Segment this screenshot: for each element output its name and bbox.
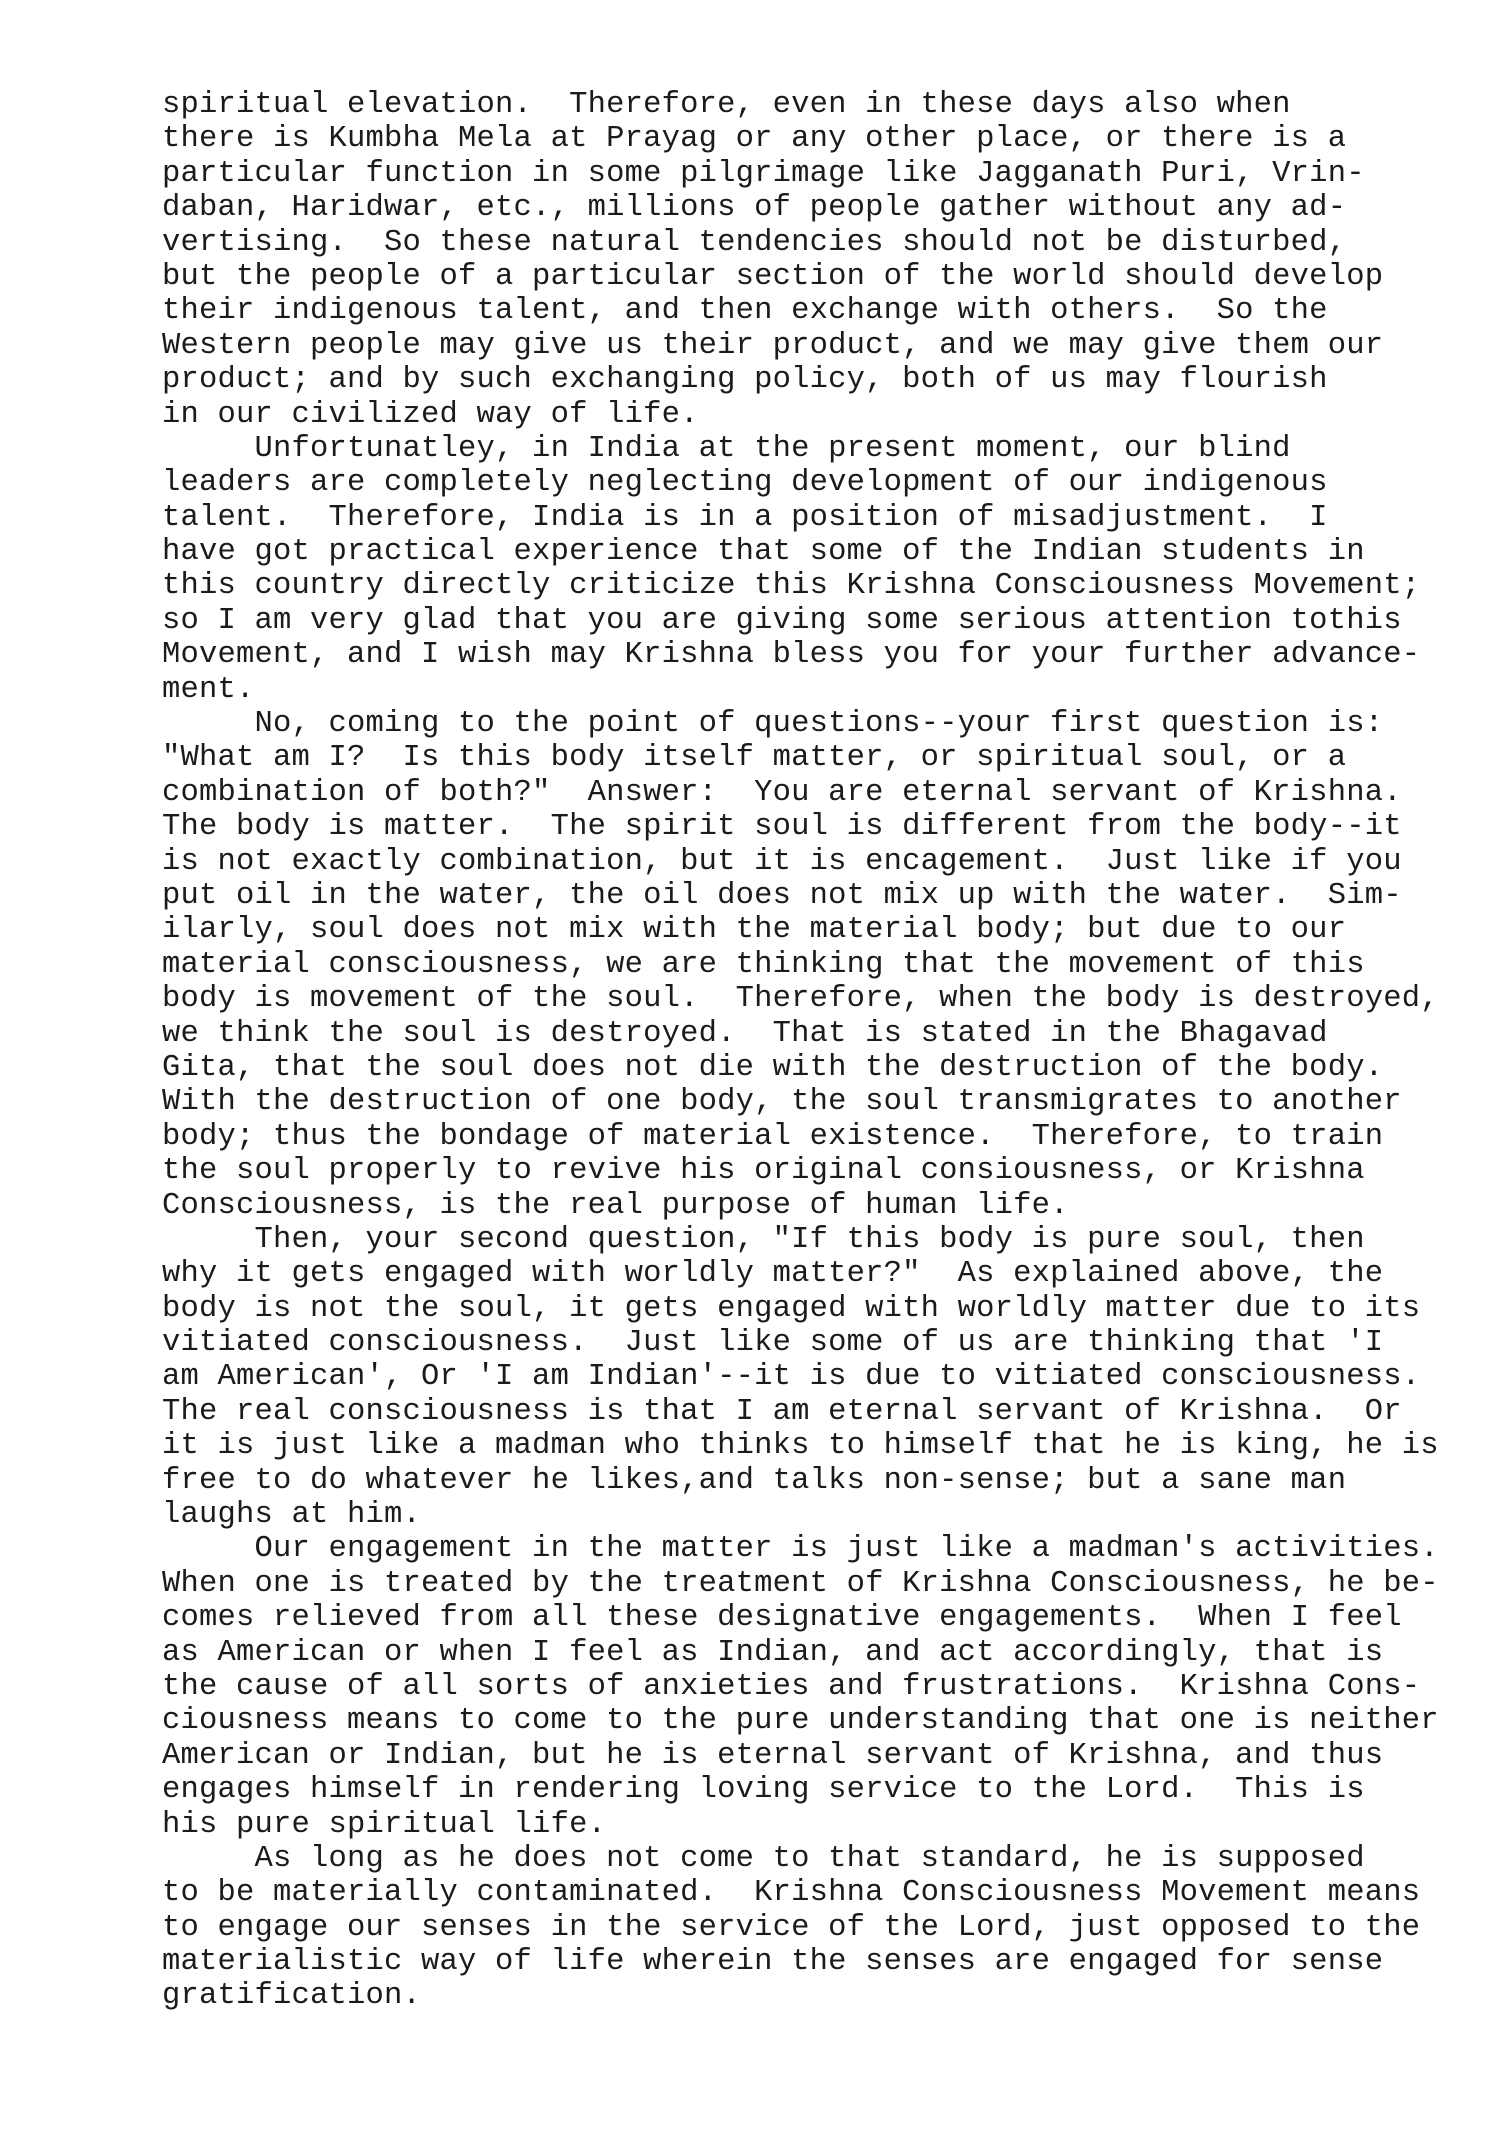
text-line: body is not the soul, it gets engaged with worldly matter due to its [162,1291,1421,1326]
text-line: American or Indian, but he is eternal servant of Krishna, and thus [162,1738,1384,1773]
text-line: am American', Or 'I am Indian'--it is due to vitiated consciousness. [162,1360,1421,1395]
text-line: body; thus the bondage of material existence. Therefore, to train [162,1119,1384,1154]
letter-body [162,88,1472,2014]
text-line: ilarly, soul does not mix with the material body; but due to our [162,913,1347,948]
text-line: particular function in some pilgrimage like Jagganath Puri, Vrin- [162,156,1365,191]
text-line: in our civilized way of life. [162,397,699,432]
text-line: The body is matter. The spirit soul is different from the body--it [162,810,1402,845]
text-line: As long as he does not come to that standard, he is supposed [162,1841,1365,1876]
text-line: combination of both?" Answer: You are eternal servant of Krishna. [162,775,1402,810]
text-line: The real consciousness is that I am eternal servant of Krishna. Or [162,1394,1402,1429]
text-line: vertising. So these natural tendencies should not be disturbed, [162,225,1347,260]
text-line: With the destruction of one body, the soul transmigrates to another [162,1085,1402,1120]
text-line: but the people of a particular section of the world should develop [162,259,1384,294]
text-line: "What am I? Is this body itself matter, or spiritual soul, or a [162,741,1347,776]
text-line: so I am very glad that you are giving some serious attention tothis [162,603,1402,638]
text-line: body is movement of the soul. Therefore, when the body is destroyed, [162,982,1439,1017]
text-line: product; and by such exchanging policy, both of us may flourish [162,363,1328,398]
text-line: spiritual elevation. Therefore, even in these days also when [162,88,1291,122]
text-line: his pure spiritual life. [162,1807,607,1842]
text-line: vitiated consciousness. Just like some of us are thinking that 'I [162,1326,1384,1361]
text-line: laughs at him. [162,1498,422,1533]
text-line: Then, your second question, "If this body is pure soul, then [162,1222,1365,1257]
text-line: put oil in the water, the oil does not mix up with the water. Sim- [162,878,1402,913]
text-line: materialistic way of life wherein the senses are engaged for sense [162,1945,1384,1980]
text-line: ment. [162,672,255,707]
text-line: Movement, and I wish may Krishna bless you for your further advance- [162,638,1421,673]
text-line: the cause of all sorts of anxieties and frustrations. Krishna Cons- [162,1669,1421,1704]
text-line: comes relieved from all these designative engagements. When I feel [162,1601,1402,1636]
text-line: When one is treated by the treatment of Krishna Consciousness, he be- [162,1566,1439,1601]
text-line: why it gets engaged with worldly matter?" As explained above, the [162,1257,1384,1292]
text-line: No, coming to the point of questions--your first question is: [162,707,1384,742]
text-line: it is just like a madman who thinks to himself that he is king, he is [162,1429,1439,1464]
text-line: daban, Haridwar, etc., millions of people gather without any ad- [162,191,1347,226]
text-line: Unfortunatley, in India at the present moment, our blind [162,431,1291,466]
text-line: Our engagement in the matter is just like a madman's activities. [162,1532,1439,1567]
text-line: free to do whatever he likes,and talks non-sense; but a sane man [162,1463,1347,1498]
text-line: leaders are completely neglecting development of our indigenous [162,466,1328,501]
text-line: as American or when I feel as Indian, and act accordingly, that is [162,1635,1384,1670]
text-line: to engage our senses in the service of the Lord, just opposed to the [162,1910,1421,1945]
text-line: Western people may give us their product, and we may give them our [162,328,1384,363]
text-line: material consciousness, we are thinking that the movement of this [162,947,1365,982]
text-line: their indigenous talent, and then exchange with others. So the [162,294,1328,329]
text-line: to be materially contaminated. Krishna Consciousness Movement means [162,1876,1421,1911]
text-line: Gita, that the soul does not die with the destruction of the body. [162,1050,1384,1085]
text-line: have got practical experience that some of the Indian students in [162,535,1365,570]
text-line: engages himself in rendering loving service to the Lord. This is [162,1773,1365,1808]
text-line: talent. Therefore, India is in a position of misadjustment. I [162,500,1328,535]
text-line: the soul properly to revive his original consiousness, or Krishna [162,1154,1365,1189]
text-line: there is Kumbha Mela at Prayag or any other place, or there is a [162,122,1347,157]
text-line: is not exactly combination, but it is encagement. Just like if you [162,844,1402,879]
text-line: Consciousness, is the real purpose of human life. [162,1188,1069,1223]
text-line: we think the soul is destroyed. That is stated in the Bhagavad [162,1016,1328,1051]
text-line: ciousness means to come to the pure understanding that one is neither [162,1704,1439,1739]
text-line: gratification. [162,1979,422,2014]
text-line: this country directly criticize this Krishna Consciousness Movement; [162,569,1421,604]
